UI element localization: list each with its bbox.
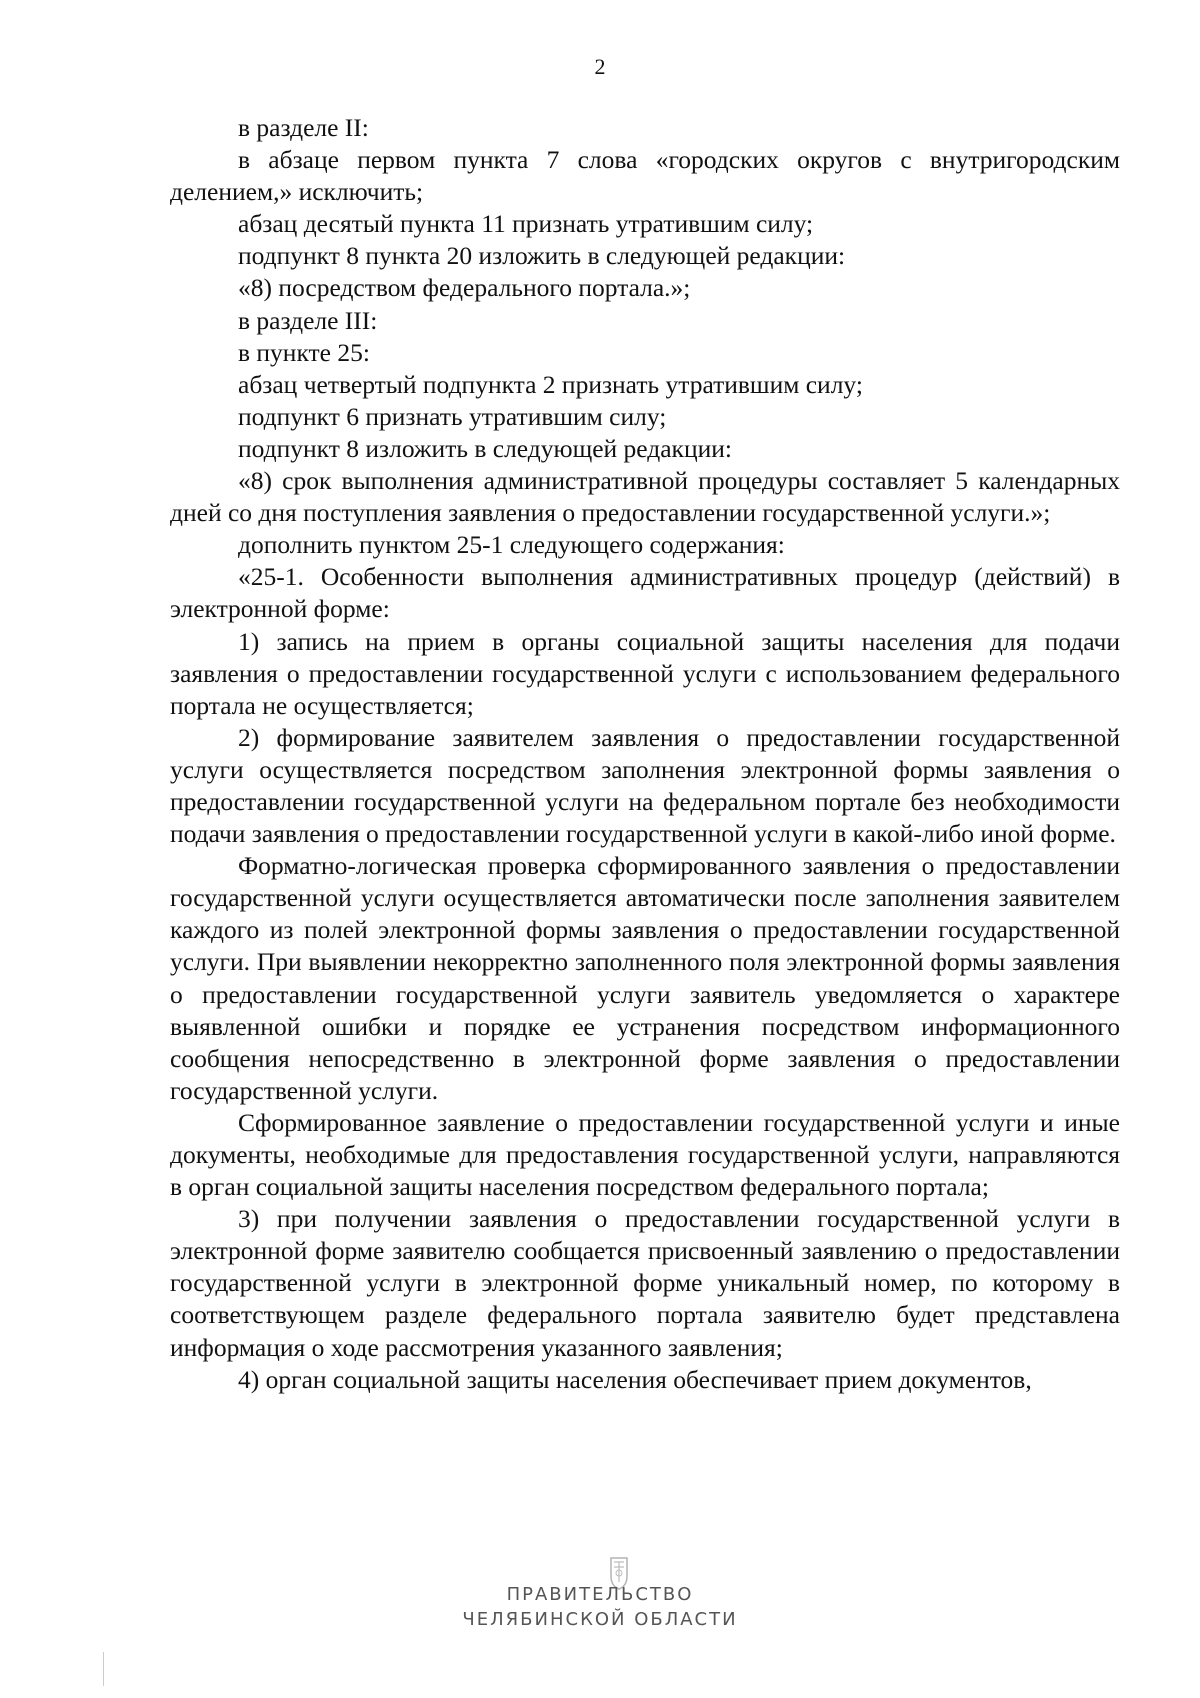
paragraph: абзац четвертый подпункта 2 признать утратившим силу;	[238, 369, 863, 399]
paragraph: Форматно-логическая проверка сформированного заявления о предоставлении государственной услуги осуществляется автоматически после заполнения заявителем каждого из полей электронной формы заявления о предоставлении государственной услуги. При выявлении некорректно заполненного поля электронной формы заявления о предоставлении государственной услуги заявитель уведомляется о характере выявленной ошибки и порядке ее устранения посредством информационного сообщения непосредственно в электронной форме заявления о предоставлении государственной услуги.	[170, 851, 1120, 1105]
margin-mark	[103, 1652, 104, 1686]
paragraph: 3) при получении заявления о предоставлении государственной услуги в электронной форме заявителю сообщается присвоенный заявлению о предоставлении государственной услуги в электронной форме уникальный номер, по которому в соответствующем разделе федерального портала заявителю будет представлена информация о ходе рассмотрения указанного заявления;	[170, 1204, 1120, 1362]
page-number: 2	[594, 54, 606, 79]
paragraph: в пункте 25:	[238, 337, 370, 367]
paragraph: подпункт 8 пункта 20 изложить в следующей редакции:	[238, 241, 846, 271]
paragraph: подпункт 6 признать утратившим силу;	[238, 401, 667, 431]
stamp-organization-line: ПРАВИТЕЛЬСТВО	[506, 1584, 694, 1605]
paragraph: «25-1. Особенности выполнения административных процедур (действий) в электронной форме:	[170, 562, 1120, 624]
paragraph: дополнить пунктом 25-1 следующего содержания:	[238, 530, 785, 560]
paragraph: 2) формирование заявителем заявления о предоставлении государственной услуги осуществляется посредством заполнения электронной формы заявления о предоставлении государственной услуги на федеральном портале без необходимости подачи заявления о предоставлении государственной услуги в какой-либо иной форме.	[170, 722, 1120, 849]
paragraph: 1) запись на прием в органы социальной защиты населения для подачи заявления о предоставлении государственной услуги с использованием федерального портала не осуществляется;	[170, 626, 1120, 720]
paragraph: Сформированное заявление о предоставлении государственной услуги и иные документы, необходимые для предоставления государственной услуги, направляются в орган социальной защиты населения посредством федерального портала;	[170, 1107, 1120, 1202]
paragraph: абзац десятый пункта 11 признать утратившим силу;	[238, 209, 814, 239]
paragraph: 4) орган социальной защиты населения обеспечивает прием документов,	[238, 1364, 1032, 1394]
paragraph: в разделе III:	[238, 305, 378, 335]
paragraph: «8) срок выполнения административной процедуры составляет 5 календарных дней со дня поступления заявления о предоставлении государственной услуги.»;	[170, 466, 1120, 528]
paragraph: в абзаце первом пункта 7 слова «городских округов с внутригородским делением,» исключить;	[170, 145, 1120, 207]
document-body	[170, 112, 1120, 1396]
paragraph: подпункт 8 изложить в следующей редакции:	[238, 433, 732, 463]
paragraph: «8) посредством федерального портала.»;	[238, 273, 691, 303]
stamp-region-line: ЧЕЛЯБИНСКОЙ ОБЛАСТИ	[462, 1609, 738, 1630]
paragraph: в разделе II:	[238, 113, 369, 142]
